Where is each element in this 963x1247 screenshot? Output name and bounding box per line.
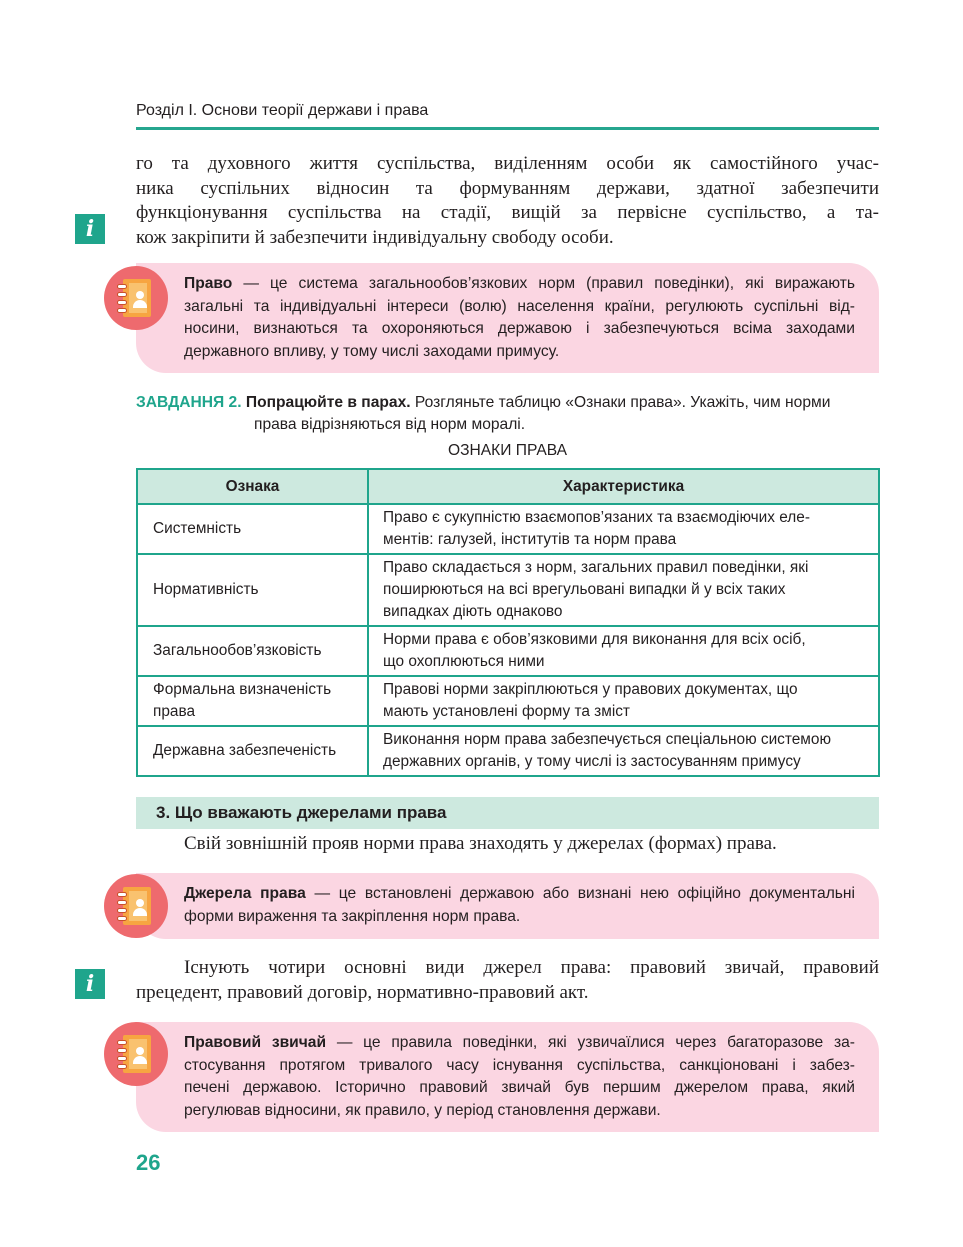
section-paragraph: [136, 832, 879, 857]
section-heading: 3. Що вважають джерелами права: [136, 797, 879, 829]
table-title: ОЗНАКИ ПРАВА: [447, 442, 568, 459]
table-cell-sign: Формальна визначеність права: [137, 676, 368, 726]
table-cell-sign: Загальнообов’язковість: [137, 626, 368, 676]
definition-text: печені державою. Історично правовий звичай був першим джерелом права, який: [184, 1079, 855, 1096]
types-paragraph: [136, 956, 879, 1005]
table-row: [137, 504, 879, 554]
table-row: [137, 726, 879, 776]
text-line: го та духовного життя суспільства, виділенням особи як самостійного учас-: [136, 153, 879, 174]
table-row: [137, 676, 879, 726]
definition-text: — це система загальнообов’язкових норм (правил поведінки), які виражають: [232, 275, 855, 292]
definition-text: загальні та індивідуальні інтереси (волю) населення країни, регулюють суспільні від-: [184, 297, 855, 315]
table-cell-description: Норми права є обов’язковими для виконання для всіх осіб, що охоплюються ними: [368, 626, 879, 676]
definition-box-sources: [136, 873, 879, 939]
text-line: кож закріпити й забезпечити індивідуальну свободу особи.: [136, 226, 614, 248]
table-cell-description: Виконання норм права забезпечується спеціальною системою державних органів, у тому числі із застосуванням примусу: [368, 726, 879, 776]
definition-text: — це встановлені державою або визнані нею офіційно документальні: [305, 885, 855, 902]
definition-text: регулював відносини, як правило, у період становлення держави.: [184, 1101, 661, 1119]
definition-text: стосування протягом тривалого часу існування суспільства, санкціоновані і забез-: [184, 1056, 855, 1074]
definition-term: Джерела права: [184, 885, 306, 902]
definition-text: державного впливу, у тому числі заходами примусу.: [184, 342, 560, 360]
task-text: права відрізняються від норм моралі.: [254, 416, 526, 433]
table-cell-sign: Нормативність: [137, 554, 368, 626]
task-2: [136, 392, 879, 436]
definition-box-law: [136, 263, 879, 373]
text-line: ника суспільних відносин та формуванням держави, здатної забезпечити: [136, 177, 879, 199]
table-cell-description: Правові норми закріплюються у правових документах, що мають установлені форму та зміст: [368, 676, 879, 726]
definition-term: Правовий звичай: [184, 1034, 327, 1051]
definition-box-custom: [136, 1022, 879, 1132]
intro-paragraph: [136, 152, 879, 250]
task-text: Розгляньте таблицю «Ознаки права». Укажіть, чим норми: [410, 394, 831, 411]
info-icon: i: [75, 969, 105, 999]
table-row: [137, 554, 879, 626]
notebook-icon: [104, 1022, 168, 1086]
page-number: 26: [136, 1150, 161, 1175]
signs-of-law-table: [136, 468, 880, 777]
text-line: прецедент, правовий договір, нормативно-правовий акт.: [136, 981, 589, 1003]
definition-text: форми вираження та закріплення норм права.: [184, 907, 521, 925]
text-line: Свій зовнішній прояв норми права знаходять у джерелах (формах) права.: [184, 833, 777, 854]
table-cell-sign: Державна забезпеченість: [137, 726, 368, 776]
table-header-row: [137, 469, 879, 504]
table-cell-sign: Системність: [137, 504, 368, 554]
definition-term: Право: [184, 275, 233, 292]
table-cell-description: Право складається з норм, загальних правил поведінки, які поширюються на всі врегульовані випадки й у всіх таких випадках діють однаково: [368, 554, 879, 626]
text-line: Існують чотири основні види джерел права: правовий звичай, правовий: [184, 957, 879, 978]
definition-text: носини, визнаються та охороняються державою і забезпечуються всіма заходами: [184, 320, 855, 337]
text-line: функціонування суспільства на стадії, вищій за первісне суспільство, а та-: [136, 202, 879, 223]
column-header: Ознака: [137, 469, 368, 504]
running-header-title: Розділ І. Основи теорії держави і права: [136, 102, 429, 119]
table-row: [137, 626, 879, 676]
notebook-icon: [104, 874, 168, 938]
info-icon: i: [75, 214, 105, 244]
notebook-icon: [104, 266, 168, 330]
running-header: [136, 100, 879, 130]
table-cell-description: Право є сукупністю взаємопов’язаних та взаємодіючих еле- ментів: галузей, інститутів та норм права: [368, 504, 879, 554]
definition-text: — це правила поведінки, які узвичаїлися через багаторазове за-: [326, 1034, 855, 1051]
task-label: ЗАВДАННЯ 2.: [136, 394, 242, 411]
task-instruction: Попрацюйте в парах.: [245, 394, 411, 411]
column-header: Характеристика: [368, 469, 879, 504]
